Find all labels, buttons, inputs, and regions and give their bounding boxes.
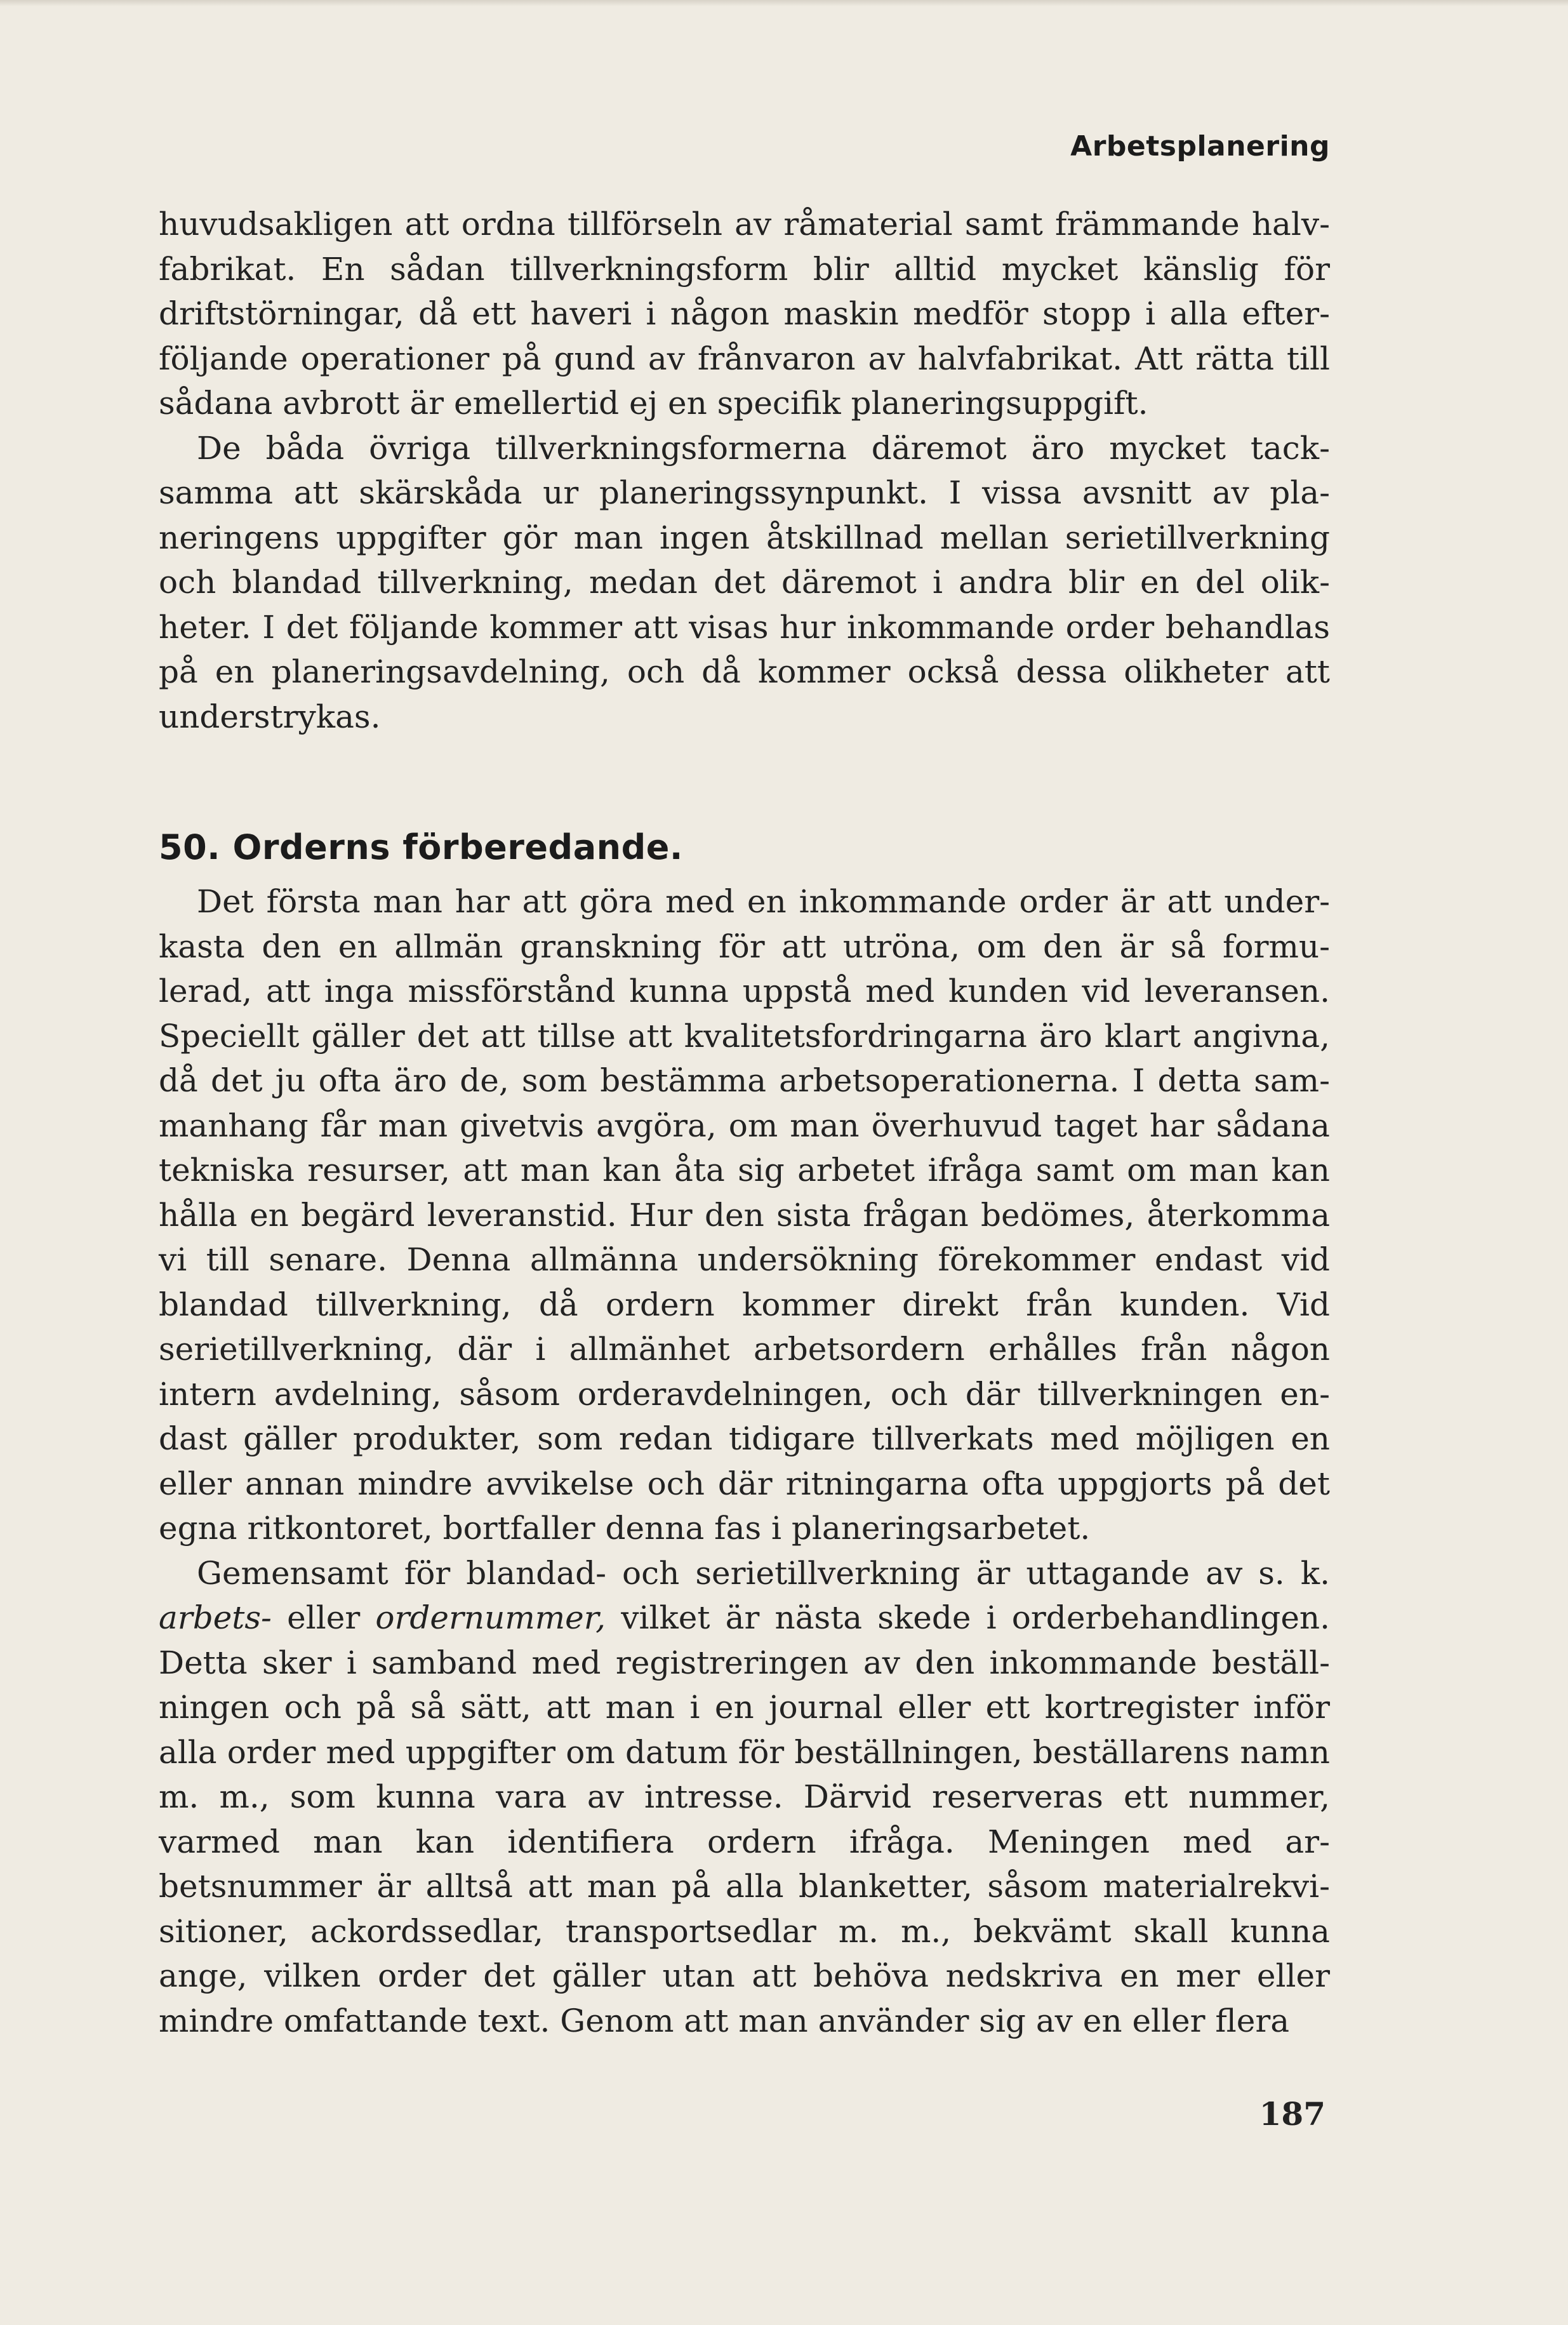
paragraph: Det första man har att göra med en inkommande order är att underkasta den en allmän granskning för att utröna, om den är så formulerad, att inga missförstånd kunna uppstå med kunden vid leveransen. Speciellt gäller det att tillse att kvalitetsfordringarna äro klart angivna, då det ju ofta äro de, som bestämma arbetsoperationerna. I detta sammanhang får man givetvis avgöra, om man överhuvud taget har sådana tekniska resurser, att man kan åta sig arbetet ifråga samt om man kan hålla en begärd leveranstid. Hur den sista frågan bedömes, återkomma vi till senare. Denna allmänna undersökning förekommer endast vid blandad tillverkning, då ordern kommer direkt från kunden. Vid serietillverkning, där i allmänhet arbetsordern erhålles från någon intern avdelning, såsom orderavdelningen, och där tillverkningen endast gäller produkter, som redan tidigare tillverkats med möjligen en eller annan mindre avvikelse och där ritningarna ofta uppgjorts på det egna ritkontoret, bortfaller denna fas i planeringsarbetet. bbox=[159, 883, 1330, 1547]
paragraph-text: vilket är nästa skede i orderbehandlingen. Detta sker i samband med registreringen av den inkommande beställningen och på så sätt, att man i en journal eller ett kortregister inför alla order med uppgifter om datum för beställningen, beställarens namn m. m., som kunna vara av intresse. Därvid reserveras ett nummer, varmed man kan identifiera ordern ifråga. Meningen med arbetsnummer är alltså att man på alla blanketter, såsom materialrekvisitioner, ackordssedlar, transportsedlar m. m., bekvämt skall kunna ange, vilken order det gäller utan att behöva nedskriva en mer eller mindre omfattande text. Genom att man använder sig av en eller flera bbox=[159, 1599, 1331, 2039]
text-block-section-50 bbox=[159, 879, 1330, 2043]
italic-term: ordernummer, bbox=[375, 1599, 606, 1636]
section-heading: 50. Orderns förberedande. bbox=[159, 827, 683, 867]
page-top-edge bbox=[0, 0, 1568, 6]
paragraph-text: Gemensamt för blandad- och serietillverkning är uttagande av s. k. bbox=[197, 1554, 1330, 1592]
paragraph: huvudsakligen att ordna tillförseln av råmaterial samt främmande halvfabrikat. En sådan tillverkningsform blir alltid mycket känslig för driftstörningar, då ett haveri i någon maskin medför stopp i alla efterföljande operationer på gund av frånvaron av halvfabrikat. Att rätta till sådana avbrott är emellertid ej en specifik planeringsuppgift. bbox=[159, 206, 1330, 422]
italic-term: arbets- bbox=[159, 1599, 272, 1636]
text-block-continued bbox=[159, 202, 1330, 739]
page-number: 187 bbox=[1259, 2095, 1325, 2133]
paragraph bbox=[159, 1551, 1330, 2044]
paragraph: De båda övriga tillverkningsformerna däremot äro mycket tacksamma att skärskåda ur planeringssynpunkt. I vissa avsnitt av planeringens uppgifter gör man ingen åtskillnad mellan serietillverkning och blandad tillverkning, medan det däremot i andra blir en del olikheter. I det följande kommer att visas hur inkommande order behandlas på en planeringsavdelning, och då kommer också dessa olikheter att understrykas. bbox=[159, 429, 1330, 735]
running-head: Arbetsplanering bbox=[1070, 130, 1330, 163]
paragraph-text: eller bbox=[271, 1599, 376, 1636]
